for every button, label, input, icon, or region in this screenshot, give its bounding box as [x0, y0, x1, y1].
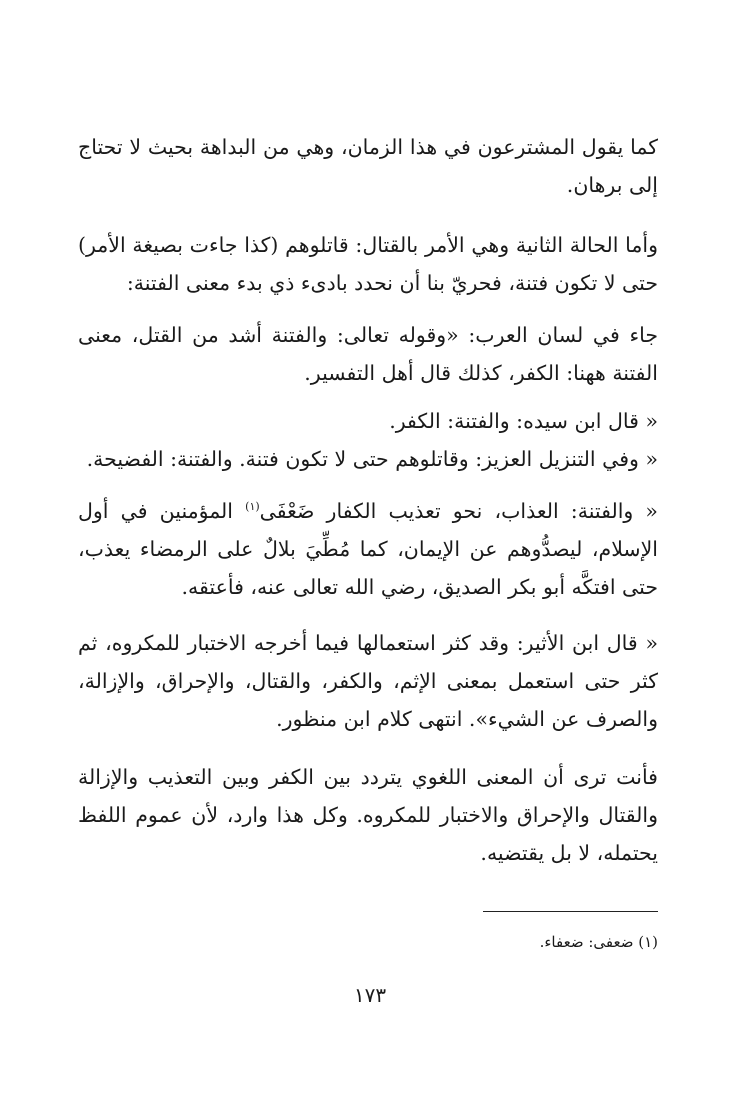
paragraph-6-end: المؤمنين في أول الإسلام، ليصدُّوهم عن الإيمان، كما مُطِّيَ بلالٌ على الرمضاء يعذب، حتى افتكَّه أبو بكر الصديق، رضي الله تعالى عنه، فأعتقه.	[78, 499, 658, 599]
paragraph-4: « قال ابن سيده: والفتنة: الكفر.	[389, 409, 658, 433]
paragraph-8: فأنت ترى أن المعنى اللغوي يتردد بين الكفر وبين التعذيب والإزالة والقتال والإحراق والاختبار للمكروه. وكل هذا وارد، لأن عموم اللفظ يحتمله، لا بل يقتضيه.	[78, 765, 658, 865]
footnote: (١) ضعفى: ضعفاء.	[539, 933, 658, 951]
footnote-marker: (١)	[245, 500, 260, 514]
main-text	[78, 128, 658, 872]
page-number: ١٧٣	[353, 983, 387, 1007]
paragraph-6	[78, 492, 658, 606]
paragraph-2: وأما الحالة الثانية وهي الأمر بالقتال: قاتلوهم (كذا جاءت بصيغة الأمر) حتى لا تكون فتنة، فحريّ بنا أن نحدد بادىء ذي بدء معنى الفتنة:	[78, 233, 658, 295]
footnote-divider	[483, 911, 658, 912]
paragraph-1: كما يقول المشترعون في هذا الزمان، وهي من البداهة بحيث لا تحتاج إلى برهان.	[78, 135, 658, 197]
paragraph-3: جاء في لسان العرب: «وقوله تعالى: والفتنة أشد من القتل، معنى الفتنة ههنا: الكفر، كذلك قال أهل التفسير.	[78, 323, 658, 385]
paragraph-7: « قال ابن الأثير: وقد كثر استعمالها فيما أخرجه الاختبار للمكروه، ثم كثر حتى استعمل بمعنى الإثم، والكفر، والقتال، والإحراق، والإزالة، والصرف عن الشيء». انتهى كلام ابن منظور.	[78, 631, 658, 731]
paragraph-6-start: « والفتنة: العذاب، نحو تعذيب الكفار ضَعْفَى	[259, 499, 658, 523]
paragraph-5: « وفي التنزيل العزيز: وقاتلوهم حتى لا تكون فتنة. والفتنة: الفضيحة.	[86, 447, 658, 471]
